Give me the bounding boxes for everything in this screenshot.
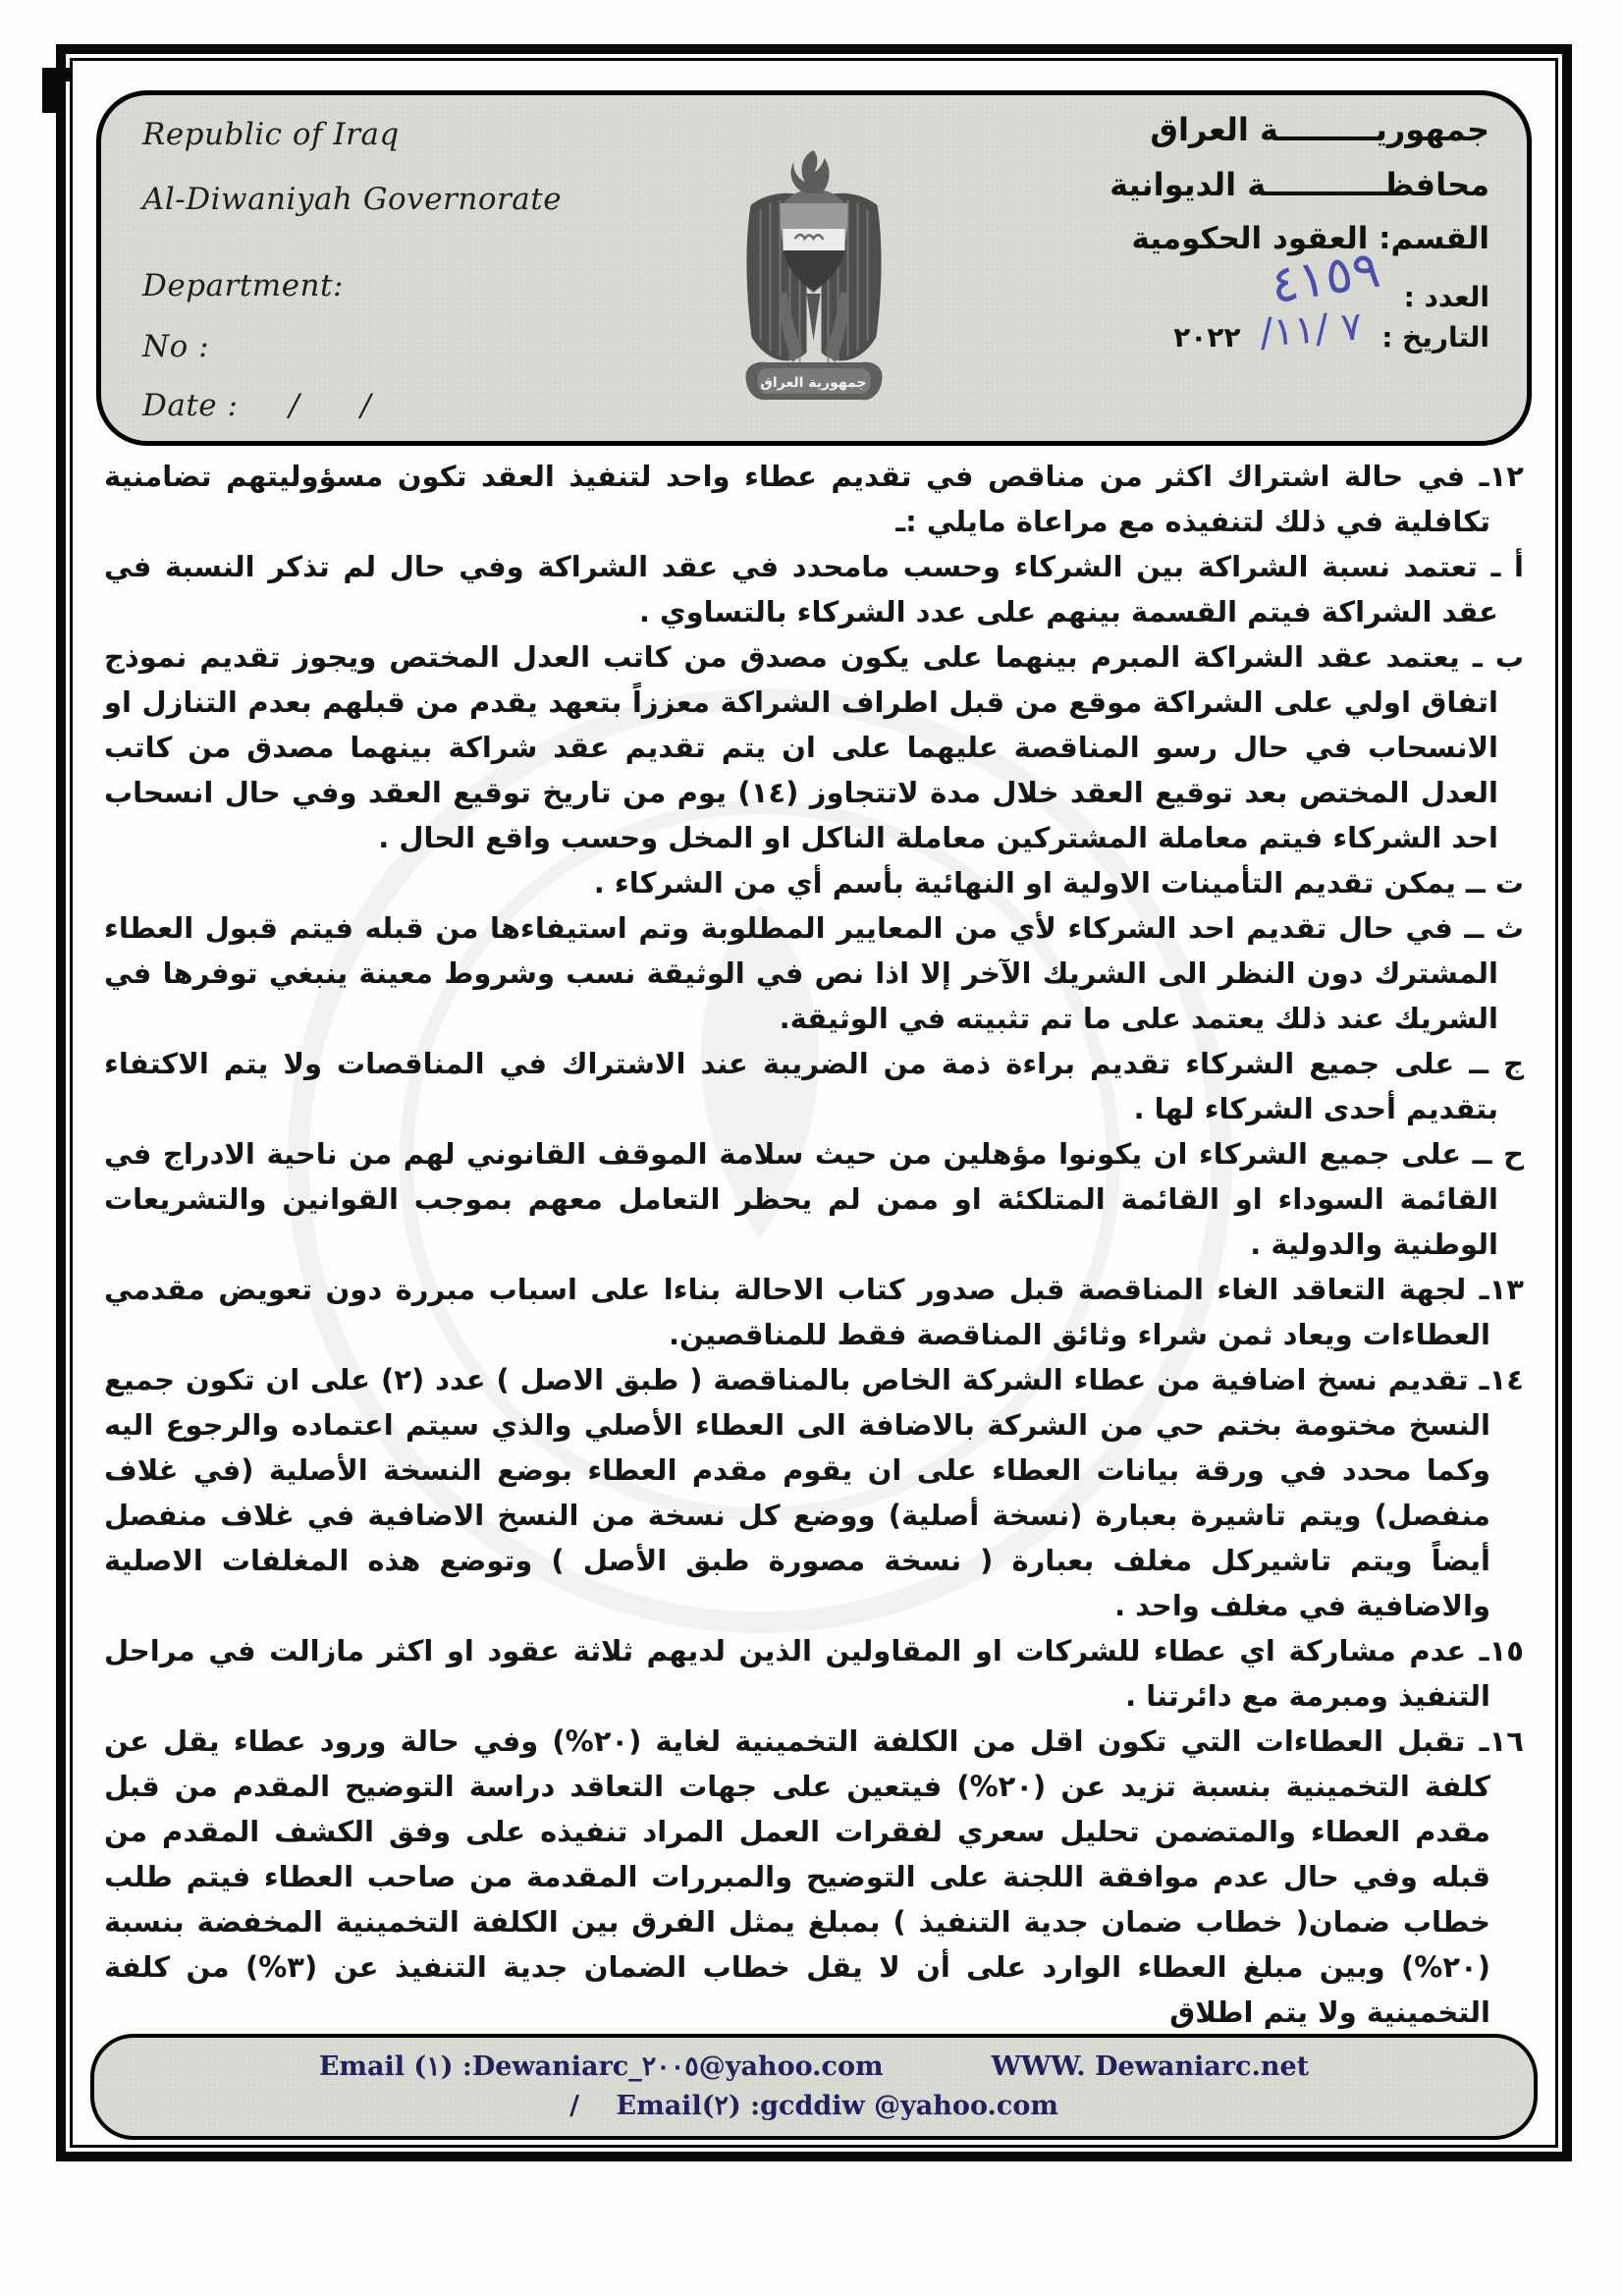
footer-line-1	[94, 2048, 1534, 2087]
clause-15: ١٥ـ عدم مشاركة اي عطاء للشركات او المقاولين الذين لديهم ثلاثة عقود او اكثر مازالت في مراحل التنفيذ ومبرمة مع دائرتنا .	[104, 1634, 1524, 1713]
clause-13: ١٣ـ لجهة التعاقد الغاء المناقصة قبل صدور كتاب الاحالة بناءا على اسباب مبررة دون تعويض مقدمي العطاءات ويعاد ثمن شراء وثائق المناقصة فقط للمناقصين.	[104, 1273, 1524, 1351]
clause-12-a: أ ـ تعتمد نسبة الشراكة بين الشركاء وحسب مامحدد في عقد الشراكة وفي حال لم تذكر النسبة في عقد الشراكة فيتم القسمة بينهم على عدد الشركاء بالتساوي .	[104, 550, 1524, 629]
clause-12: ١٢ـ في حالة اشتراك اكثر من مناقص في تقديم عطاء واحد لتنفيذ العقد تكون مسؤوليتهم تضامنية تكافلية في ذلك لتنفيذه مع مراعاة مايلي :ـ	[104, 460, 1524, 538]
letterhead-governorate-ar: محافظـــــــــــة الديوانية	[1109, 166, 1489, 203]
document-body	[104, 454, 1524, 2035]
scan-artifact	[42, 68, 72, 82]
letterhead-department-label-en: Department:	[142, 268, 344, 303]
clause-12-h: ح ــ على جميع الشركاء ان يكونوا مؤهلين من حيث سلامة الموقف القانوني لهم من ناحية الادراج في القائمة السوداء او القائمة المتلكئة او ممن لم يحظر التعامل معهم بموجب القوانين والتشريعات الوطنية والدولية .	[104, 1137, 1524, 1261]
letterhead-country-en: Republic of Iraq	[142, 117, 400, 152]
letterhead	[96, 90, 1532, 446]
clause-14: ١٤ـ تقديم نسخ اضافية من عطاء الشركة الخاص بالمناقصة ( طبق الاصل ) عدد (٢) على ان تكون جميع النسخ مختومة بختم حي من الشركة بالاضافة الى العطاء الأصلي والذي سيتم اعتماده والرجوع اليه وكما محدد في ورقة بيانات العطاء على ان يقوم مقدم العطاء بوضع النسخة الأصلية (في غلاف منفصل) ويتم تاشيرة بعبارة (نسخة أصلية) ووضع كل نسخة من النسخ الاضافية في غلاف منفصل أيضاً ويتم تاشيركل مغلف بعبارة ( نسخة مصورة طبق الأصل ) وتوضع هذه المغلفات الاصلية والاضافية في مغلف واحد .	[104, 1363, 1524, 1622]
letterhead-date-label-en: Date : / /	[142, 388, 372, 423]
footer-email-1: Email (١) :Dewaniarc_٢٠٠٥@yahoo.com	[318, 2051, 884, 2082]
letterhead-section-ar: القسم: العقود الحكومية	[1131, 221, 1489, 256]
footer-email-2: / Email(٢) :gcddiw @yahoo.com	[569, 2091, 1058, 2121]
letterhead-number-label-en: No :	[142, 329, 210, 364]
letterhead-governorate-en: Al-Diwaniyah Governorate	[142, 182, 563, 217]
clause-12-j: ج ــ على جميع الشركاء تقديم براءة ذمة من الضريبة عند الاشتراك في المناقصات ولا يتم الاكتفاء بتقديم أحدى الشركاء لها .	[104, 1047, 1524, 1125]
document-number-row	[1109, 240, 1489, 316]
contact-footer	[90, 2034, 1538, 2140]
emblem-scroll-text: جمهورية العراق	[760, 375, 867, 391]
footer-line-2	[94, 2087, 1534, 2126]
document-number-handwritten: ٤١٥٩	[1267, 240, 1384, 316]
letterhead-english-block	[142, 117, 562, 423]
document-date-handwritten: ٧ /١١/	[1258, 303, 1364, 356]
document-date-year: ٢٠٢٢	[1173, 321, 1241, 354]
page-border-frame	[56, 44, 1572, 2161]
footer-website: WWW. Dewaniarc.net	[991, 2051, 1310, 2082]
document-date-row	[1109, 303, 1489, 362]
clause-12-b: ب ـ يعتمد عقد الشراكة المبرم بينهما على يكون مصدق من كاتب العدل المختص ويجوز تقديم نموذج اتفاق اولي على الشراكة موقع من قبل اطراف الشراكة معززاً بتعهد يقدم من قبلهم بعدم التنازل او الانسحاب في حال رسو المناقصة عليهما على ان يتم تقديم عقد شراكة بينهما مصدق من كاتب العدل المختص بعد توقيع العقد خلال مدة لاتتجاوز (١٤) يوم من تاريخ توقيع العقد وفي حال انسحاب احد الشركاء فيتم معاملة المشتركين معاملة الناكل او المخل وحسب واقع الحال .	[104, 640, 1524, 854]
letterhead-country-ar: جمهوريـــــــــة العراق	[1150, 111, 1489, 148]
clause-12-th: ث ــ في حال تقديم احد الشركاء لأي من المعايير المطلوبة وتم استيفاءها من قبله فيتم قبول العطاء المشترك دون النظر الى الشريك الآخر إلا اذا نص في الوثيقة نسب وشروط معينة ينبغي توفرها في الشريك عند ذلك يعتمد على ما تم تثبيته في الوثيقة.	[104, 911, 1524, 1035]
document-date-label: التاريخ :	[1381, 321, 1489, 354]
iraq-coat-of-arms-icon	[729, 144, 900, 434]
page-border-inner-line	[70, 58, 1558, 2148]
letterhead-arabic-block	[1109, 111, 1489, 362]
clause-16: ١٦ـ تقبل العطاءات التي تكون اقل من الكلفة التخمينية لغاية (٢٠%) وفي حالة ورود عطاء يقل عن كلفة التخمينية بنسبة تزيد عن (٢٠%) فيتعين على جهات التعاقد دراسة التوضيح المقدم من قبل مقدم العطاء والمتضمن تحليل سعري لفقرات العمل المراد تنفيذه على وفق الكشف المقدم من قبله وفي حال عدم موافقة اللجنة على التوضيح والمبررات المقدمة من صاحب العطاء فيتم طلب خطاب ضمان( خطاب ضمان جدية التنفيذ ) بمبلغ يمثل الفرق بين الكلفة التخمينية المخفضة بنسبة (٢٠%) وبين مبلغ العطاء الوارد على أن لا يقل خطاب الضمان جدية التنفيذ عن (٣%) من كلفة التخمينية ولا يتم اطلاق	[104, 1724, 1524, 2029]
clause-12-t: ت ــ يمكن تقديم التأمينات الاولية او النهائية بأسم أي من الشركاء .	[593, 866, 1524, 900]
document-number-label: العدد :	[1403, 281, 1489, 313]
